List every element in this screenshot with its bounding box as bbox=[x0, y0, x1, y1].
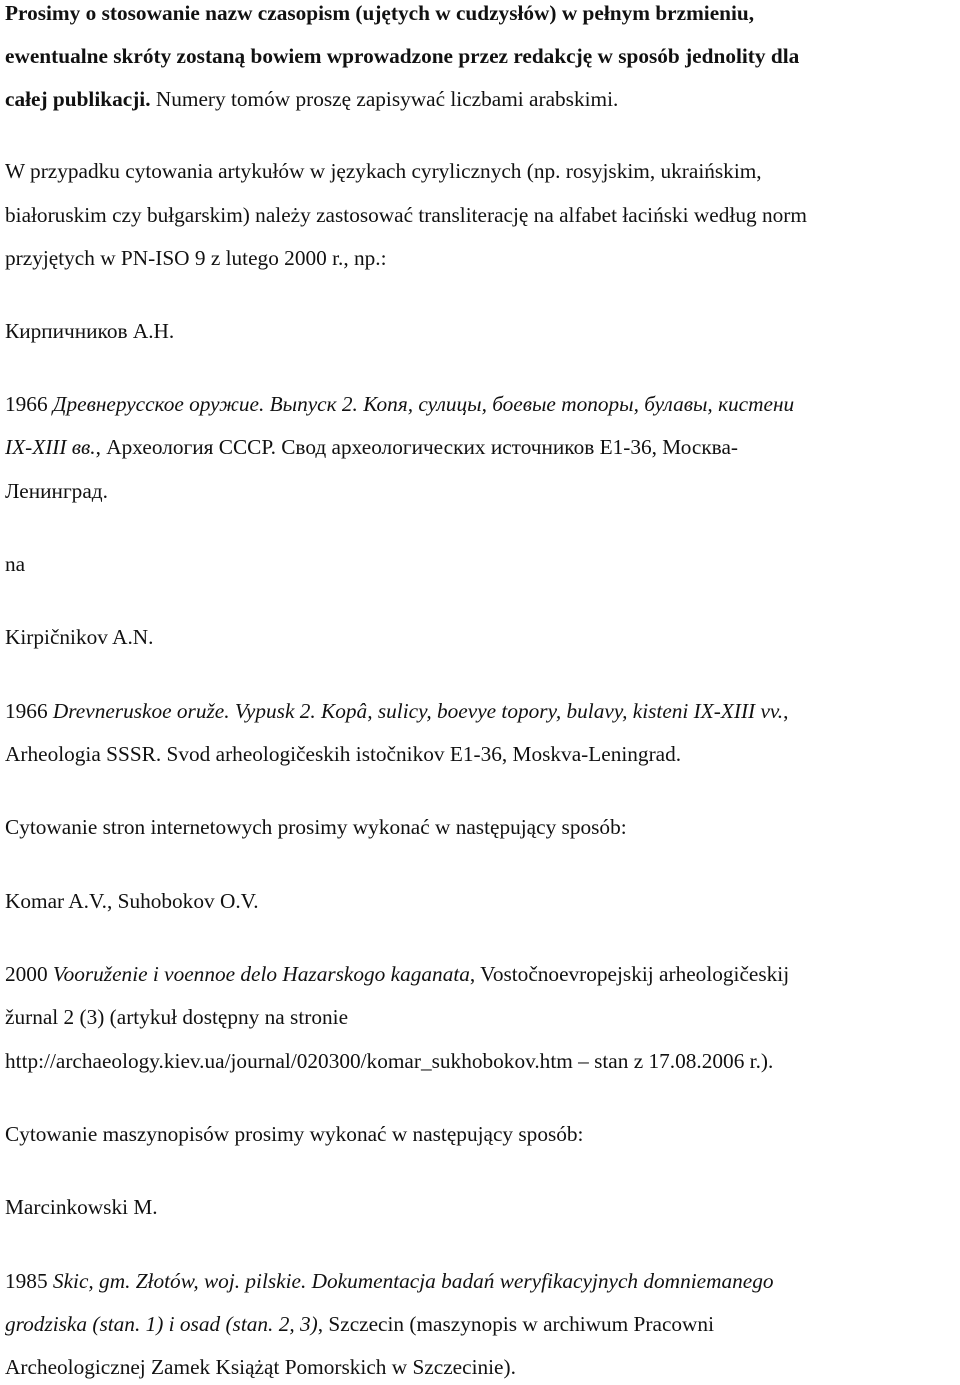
latin-author: Kirpičnikov A.N. bbox=[5, 625, 154, 649]
typescript-citation-title-end: grodziska (stan. 1) i osad (stan. 2, 3) bbox=[5, 1312, 318, 1336]
web-citation-author: Komar A.V., Suhobokov O.V. bbox=[5, 889, 259, 913]
cyrillic-title-line2 bbox=[5, 437, 738, 458]
cyrillic-author: Кирпичников А.Н. bbox=[5, 319, 175, 343]
cyrillic-title-end: IX-XIII вв. bbox=[5, 435, 96, 459]
cyrillic-title-line1 bbox=[5, 394, 794, 415]
latin-title-line bbox=[5, 701, 788, 722]
latin-title: Drevneruskoe oruže. Vypusk 2. Kopâ, sulicy, boevye topory, bulavy, kisteni IX-XIII vv. bbox=[52, 699, 784, 723]
para2-line1: W przypadku cytowania artykułów w językach cyrylicznych (np. rosyjskim, ukraińskim, bbox=[5, 159, 762, 183]
para1-line3-rest: Numery tomów proszę zapisywać liczbami arabskimi. bbox=[150, 87, 619, 111]
para1-line3-bold: całej publikacji. bbox=[5, 87, 151, 111]
typescript-citation-line3: Archeologicznej Zamek Książąt Pomorskich w Szczecinie). bbox=[5, 1355, 516, 1379]
latin-series: Arheologia SSSR. Svod arheologičeskih istočnikov E1-36, Moskva-Leningrad. bbox=[5, 742, 682, 766]
typescript-citation-author: Marcinkowski M. bbox=[5, 1195, 158, 1219]
para1-line1: Prosimy o stosowanie nazw czasopism (ujętych w cudzysłów) w pełnym brzmieniu, bbox=[5, 1, 755, 25]
para2-line2: białoruskim czy bułgarskim) należy zastosować transliterację na alfabet łaciński według norm bbox=[5, 203, 807, 227]
para2-line3: przyjętych w PN-ISO 9 z lutego 2000 r., np.: bbox=[5, 246, 387, 270]
connector-word: na bbox=[5, 552, 26, 576]
typescript-citation-title: Skic, gm. Złotów, woj. pilskie. Dokumentacja badań weryfikacyjnych domniemanego bbox=[52, 1269, 774, 1293]
typescript-citation-place: , Szczecin (maszynopis w archiwum Pracowni bbox=[317, 1312, 714, 1336]
typescript-citation-intro: Cytowanie maszynopisów prosimy wykonać w następujący sposób: bbox=[5, 1122, 584, 1146]
para1-line2: ewentualne skróty zostaną bowiem wprowadzone przez redakcję w sposób jednolity dla bbox=[5, 44, 800, 68]
web-citation-title: Vooruženie i voennoe delo Hazarskogo kaganata bbox=[52, 962, 470, 986]
web-citation-year: 2000 bbox=[5, 962, 53, 986]
web-citation-line2: žurnal 2 (3) (artykuł dostępny na stronie bbox=[5, 1005, 349, 1029]
web-citation-line1 bbox=[5, 964, 789, 985]
web-citation-intro: Cytowanie stron internetowych prosimy wykonać w następujący sposób: bbox=[5, 815, 627, 839]
typescript-citation-year: 1985 bbox=[5, 1269, 53, 1293]
web-citation-url-line: http://archaeology.kiev.ua/journal/020300/komar_sukhobokov.htm – stan z 17.08.2006 r.). bbox=[5, 1049, 774, 1073]
cyrillic-series: , Археология СССР. Свод археологических источников Е1-36, Москва- bbox=[95, 435, 739, 459]
cyrillic-year: 1966 bbox=[5, 392, 53, 416]
cyrillic-title: Древнерусское оружие. Выпуск 2. Копя, сулицы, боевые топоры, булавы, кистени bbox=[52, 392, 795, 416]
typescript-citation-line2 bbox=[5, 1314, 714, 1335]
cyrillic-city-end: Ленинград. bbox=[5, 479, 108, 503]
web-citation-journal: , Vostočnoevropejskij arheologičeskij bbox=[469, 962, 790, 986]
latin-year: 1966 bbox=[5, 699, 53, 723]
latin-title-end: , bbox=[783, 699, 789, 723]
para1-line3 bbox=[5, 89, 618, 110]
typescript-citation-line1 bbox=[5, 1271, 774, 1292]
